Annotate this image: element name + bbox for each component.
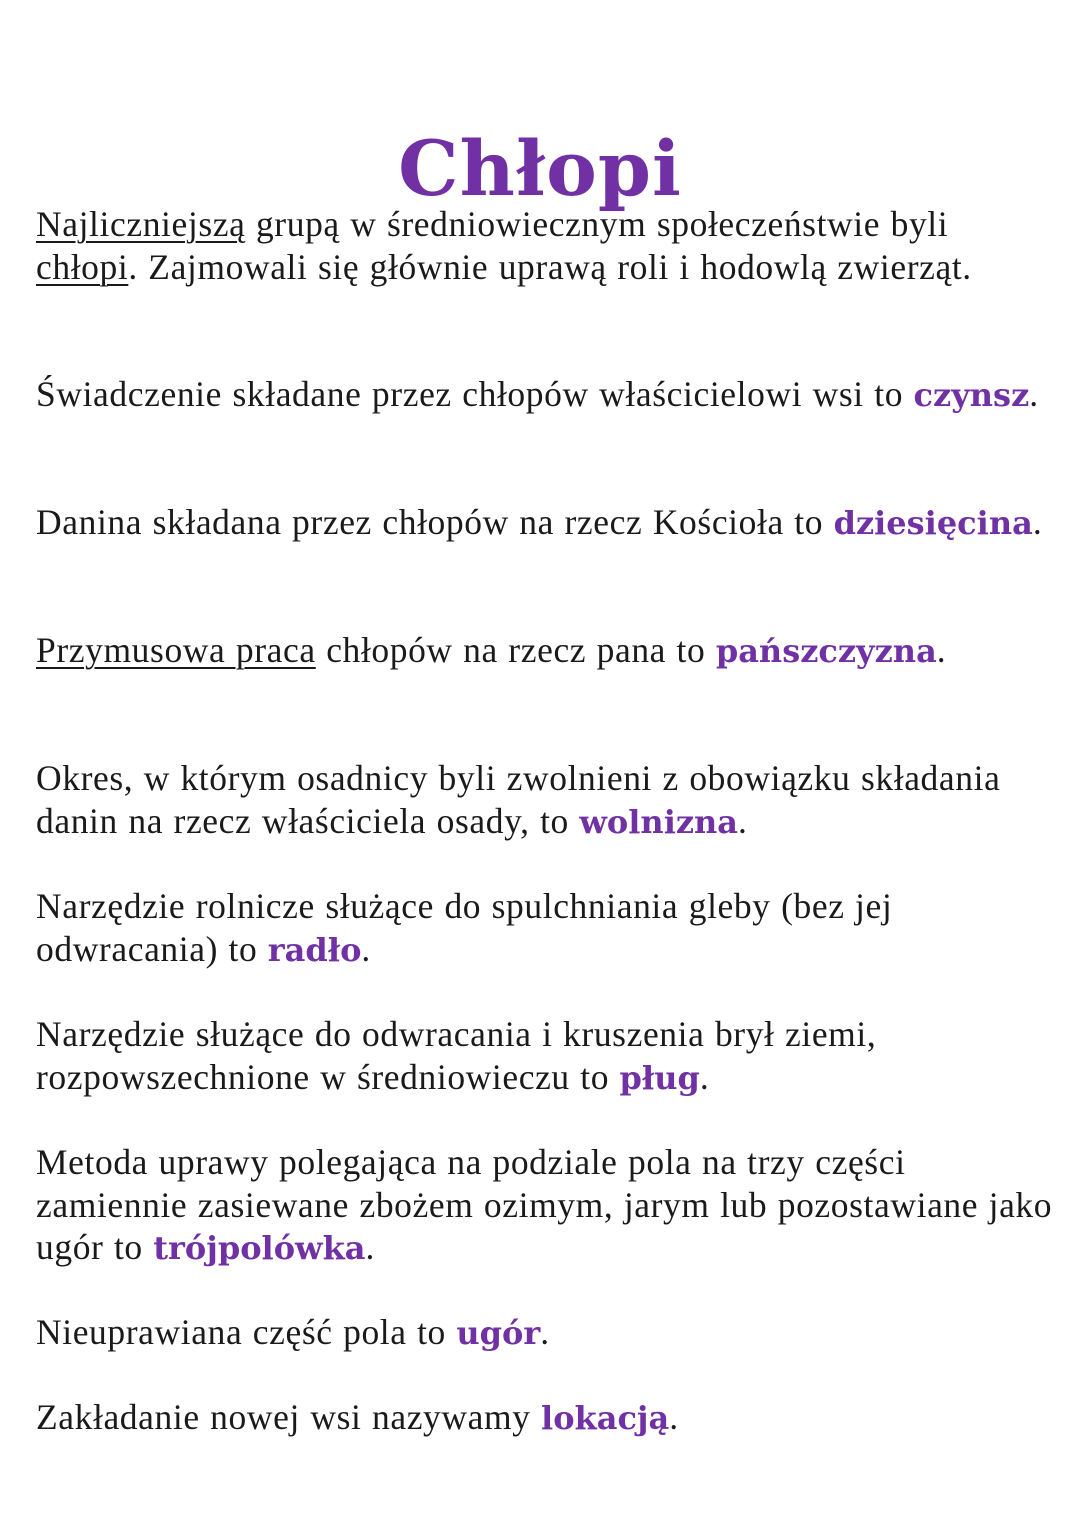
paragraph-dziesiecina	[36, 501, 1056, 545]
paragraph-end: .	[699, 1056, 710, 1097]
paragraph-text: Zakładanie nowej wsi nazywamy	[36, 1397, 542, 1437]
key-term: lokacją	[541, 1399, 670, 1437]
key-term: radło	[267, 930, 362, 969]
paragraph-radlo	[36, 885, 1056, 971]
paragraph-plug	[36, 1013, 1056, 1099]
paragraph-end: .	[738, 800, 748, 841]
paragraph-end: .	[365, 1227, 375, 1267]
paragraph-text: Metoda uprawy polegająca na podziale pola na trzy części zamiennie zasiewane zbożem ozimym, jarym lub pozostawiane jako ugór to	[36, 1142, 1053, 1267]
paragraph-trojpolowka	[36, 1141, 1056, 1270]
underlined-phrase: chłopi	[36, 246, 129, 287]
paragraph-czynsz	[36, 373, 1056, 417]
key-term: czynsz	[913, 376, 1030, 414]
paragraph-end: .	[1032, 502, 1043, 542]
paragraph-end: .	[540, 1312, 550, 1352]
paragraph-text: Świadczenie składane przez chłopów właścicielowi wsi to	[36, 374, 914, 414]
page-title: Chłopi	[398, 123, 682, 213]
paragraph-intro	[36, 203, 1056, 288]
underlined-phrase: Przymusowa praca	[36, 630, 316, 670]
underlined-phrase: Najliczniejszą	[36, 204, 246, 244]
paragraph-text: chłopów na rzecz pana to	[315, 630, 716, 670]
paragraph-wolnizna	[36, 757, 1056, 843]
paragraph-text: Danina składana przez chłopów na rzecz Kościoła to	[36, 502, 834, 542]
paragraph-text: Okres, w którym osadnicy byli zwolnieni z obowiązku składania danin na rzecz właściciela osady, to	[36, 758, 1001, 841]
paragraph-end: .	[1029, 374, 1039, 414]
paragraph-text: Nieuprawiana część pola to	[36, 1312, 457, 1352]
key-term: pańszczyzna	[715, 632, 937, 670]
paragraph-text: grupą w średniowiecznym społeczeństwie byli	[245, 204, 949, 244]
key-term: trójpolówka	[153, 1229, 366, 1267]
paragraph-text: Narzędzie rolnicze służące do spulchniania gleby (bez jej odwracania) to	[36, 886, 893, 969]
paragraph-lokacja	[36, 1396, 1056, 1440]
paragraph-ugor	[36, 1311, 1056, 1355]
key-term: dziesięcina	[833, 504, 1033, 542]
paragraph-text: Narzędzie służące do odwracania i kruszenia brył ziemi, rozpowszechnione w średniowieczu to	[36, 1014, 877, 1097]
key-term: pług	[619, 1058, 700, 1097]
paragraph-end: .	[936, 630, 947, 670]
paragraph-end: .	[361, 928, 371, 969]
paragraph-end: .	[669, 1397, 679, 1437]
key-term: wolnizna	[579, 802, 739, 841]
key-term: ugór	[456, 1314, 541, 1352]
paragraph-panszczyzna	[36, 629, 1056, 673]
paragraph-text: . Zajmowali się głównie uprawą roli i hodowlą zwierząt.	[128, 246, 972, 287]
